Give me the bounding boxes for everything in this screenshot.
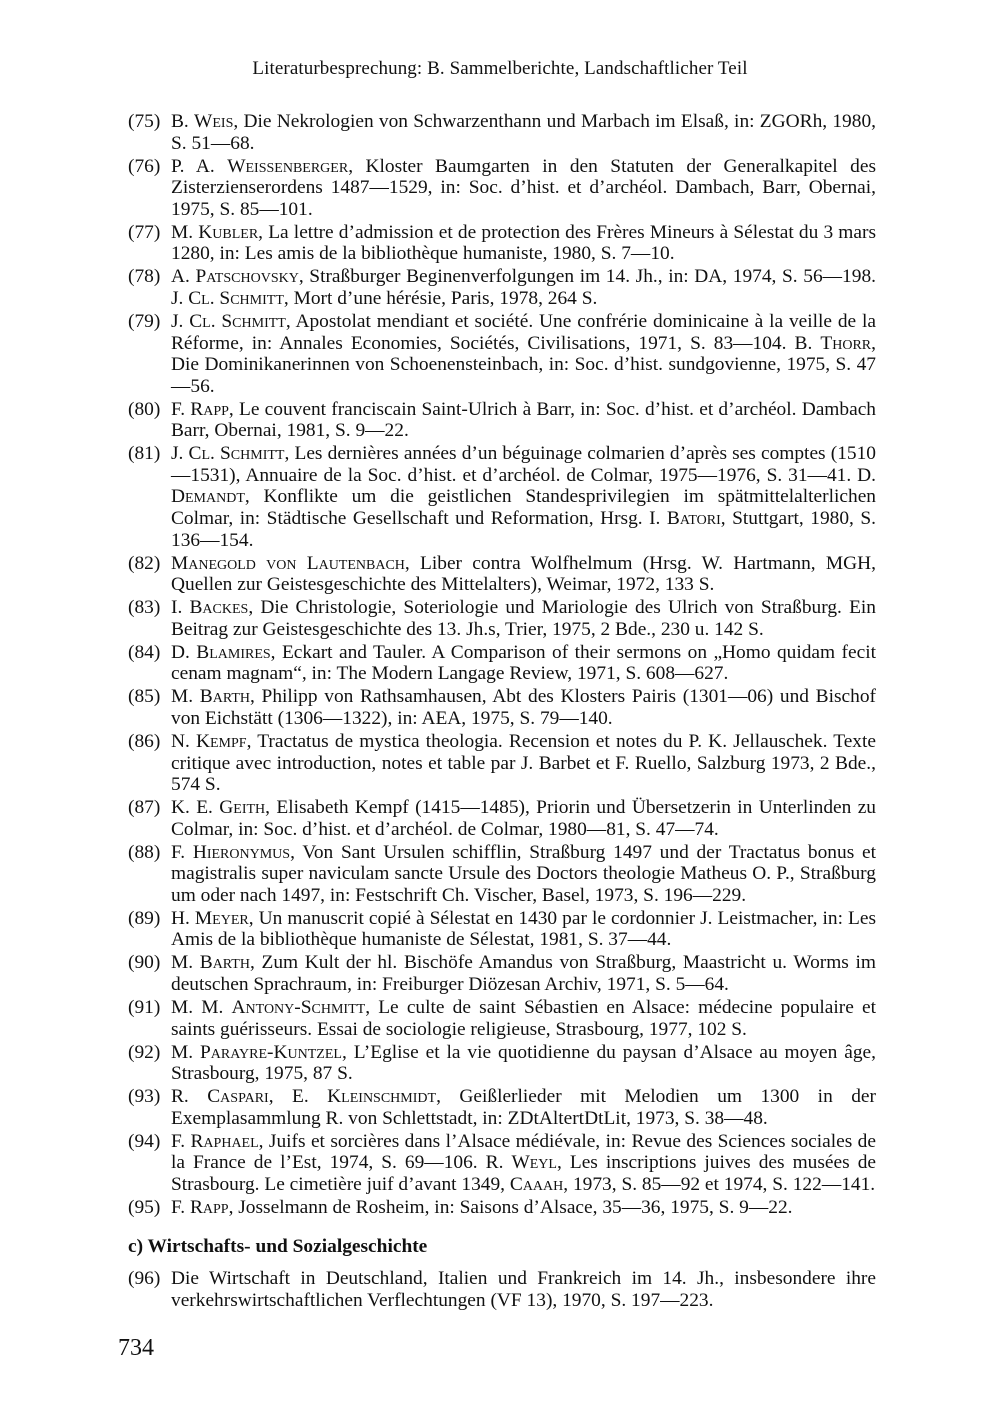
entry-text: M. <box>171 952 200 974</box>
entry-text: , E. <box>268 1086 328 1108</box>
entry-text: , Le culte de saint Sébastien en Alsace: médecine populaire et saints guérisseurs. Essai de sociologie religieuse, Strasbourg, 1977, 102 S. <box>171 997 876 1040</box>
author-name: Barth <box>199 952 250 974</box>
bibliography-entry <box>128 1131 876 1196</box>
entry-number: (89) <box>128 907 161 929</box>
author-name: Backes <box>189 597 249 619</box>
entry-number: (75) <box>128 111 161 132</box>
bibliography-entry <box>128 111 876 154</box>
entry-text: K. E. <box>171 797 220 819</box>
author-name: Weis <box>194 111 234 132</box>
entry-text: J. <box>171 310 190 332</box>
entry-number: (84) <box>128 641 161 663</box>
entry-text: M. <box>171 686 200 708</box>
entry-text: , Geißlerlieder mit Melodien um 1300 in der Exemplasammlung R. von Schlettstadt, in: ZDtAltertDtLit, 1973, S. 38—48. <box>171 1086 876 1129</box>
entry-text: , Philipp von Rathsamhausen, Abt des Klosters Pairis (1301—06) und Bischof von Eichstätt (1306—1322), in: AEA, 1975, S. 79—140. <box>171 686 877 729</box>
author-name: Manegold von Lautenbach <box>171 552 405 574</box>
entry-text: , Kloster Baumgarten in den Statuten der Generalkapitel des Zisterzienserordens 1487—1529, in: Soc. d’hist. et d’archéol. Dambach, Barr, Obernai, 1975, S. 85—101. <box>171 155 876 220</box>
author-name: Patschovsky <box>195 266 299 288</box>
author-name: Antony-Schmitt <box>231 997 366 1018</box>
author-name: Cl. Schmitt <box>188 287 284 309</box>
bibliography-entry <box>128 1042 876 1085</box>
bibliography-entry <box>128 156 876 221</box>
entry-text: , Apostolat mendiant et société. Une confrérie dominicaine à la veille de la Réforme, in: Annales Economies, Sociétés, Civilisations, 1971, S. 83—104. B. <box>171 310 876 354</box>
entry-text: I. <box>171 597 190 619</box>
entry-number: (81) <box>128 443 161 465</box>
entry-number: (80) <box>128 398 161 420</box>
author-name: Weyl <box>511 1152 557 1174</box>
author-name: Barth <box>199 686 250 708</box>
page-number: 734 <box>118 1335 154 1361</box>
entry-text: , Konflikte um die geistlichen Standesprivilegien im spätmittelalterlichen Colmar, in: Städtische Gesellschaft und Reformation, Hrsg. I. <box>171 486 876 530</box>
entry-number: (83) <box>128 597 161 619</box>
entry-text: , Les inscriptions juives des musées de Strasbourg. Le cimetière juif d’avant 1349, <box>171 1152 876 1195</box>
entry-number: (95) <box>128 1196 161 1218</box>
entry-number: (82) <box>128 552 161 574</box>
running-header: Literaturbesprechung: B. Sammelberichte, Landschaftlicher Teil <box>252 58 748 79</box>
entry-number: (87) <box>128 797 161 819</box>
entry-number: (79) <box>128 310 161 332</box>
entry-text: , Die Christologie, Soteriologie und Mariologie des Ulrich von Straßburg. Ein Beitrag zur Geistesgeschichte des 13. Jh.s, Trier, 1975, 2 Bde., 230 u. 142 S. <box>171 597 876 640</box>
entry-number: (88) <box>128 841 161 863</box>
author-name: Hieronymus <box>192 841 291 863</box>
author-name: Batori <box>666 508 721 530</box>
entry-text: B. <box>171 111 195 132</box>
entry-number: (86) <box>128 730 161 752</box>
author-name: Geith <box>219 797 266 819</box>
entry-text: M. M. <box>171 997 232 1018</box>
entry-text: , Tractatus de mystica theologia. Recension et notes du P. K. Jellauschek. Texte critique avec introduction, notes et table par J. Barbet et F. Ruello, Salzburg 1973, 2 Bde., 574 S. <box>171 730 876 796</box>
entry-text: F. <box>171 1196 190 1218</box>
bibliography-entry <box>128 1086 876 1129</box>
bibliography-entry <box>128 797 876 840</box>
entry-text: M. <box>171 221 199 243</box>
entry-text: , Josselmann de Rosheim, in: Saisons d’Alsace, 35—36, 1975, S. 9—22. <box>228 1196 793 1218</box>
author-name: Kleinschmidt <box>327 1086 437 1108</box>
entry-text: , Le couvent franciscain Saint-Ulrich à Barr, in: Soc. d’hist. et d’archéol. Dambach Barr, Obernai, 1981, S. 9—22. <box>171 398 876 442</box>
bibliography-entry <box>128 553 876 596</box>
author-name: Caspari <box>207 1086 269 1108</box>
author-name: Rapp <box>189 1196 229 1218</box>
entry-text: , Stuttgart, 1980, S. 136—154. <box>171 508 876 551</box>
bibliography-entry <box>128 642 876 685</box>
bibliography-entry <box>128 443 876 551</box>
author-name: Raphael <box>190 1130 259 1152</box>
author-name: Meyer <box>194 907 249 929</box>
author-name: Cl. Schmitt <box>189 310 286 332</box>
author-name: Parayre-Kuntzel <box>200 1041 342 1063</box>
entry-number: (94) <box>128 1130 161 1152</box>
entry-text: N. <box>171 730 196 752</box>
entry-text: , Straßburger Beginenverfolgungen im 14. Jh., in: DA, 1974, S. 56—198. J. <box>171 266 876 309</box>
entry-text: , Von Sant Ursulen schifflin, Straßburg 1497 und der Tractatus bonus et magistralis super naviculam sancte Ursule des Doctors theologie Matheus O. P., Straßburg um oder nach 1497, in: Festschrift Ch. Vischer, Basel, 1973, S. 196—229. <box>171 841 876 906</box>
entry-text: , Liber contra Wolfhelmum (Hrsg. W. Hartmann, MGH, Quellen zur Geistesgeschichte des Mittelalters), Weimar, 1972, 133 S. <box>171 552 876 596</box>
bibliography-entry <box>128 597 876 640</box>
entry-number: (90) <box>128 952 161 974</box>
author-name: Caaah <box>509 1173 564 1195</box>
author-name: Demandt <box>171 486 245 508</box>
bibliography-entry <box>128 842 876 907</box>
entry-number: (77) <box>128 221 161 243</box>
entry-text: , Elisabeth Kempf (1415—1485), Priorin und Übersetzerin in Unterlinden zu Colmar, in: Soc. d’hist. et d’archéol. de Colmar, 1980—81, S. 47—74. <box>171 797 876 840</box>
bibliography-entry <box>128 952 876 995</box>
entry-number: (78) <box>128 266 161 288</box>
entry-text: F. <box>171 398 191 420</box>
entry-text: R. <box>171 1086 208 1108</box>
entry-text: F. <box>171 841 193 863</box>
entry-text: , La lettre d’admission et de protection des Frères Mineurs à Sélestat du 3 mars 1280, in: Les amis de la bibliothèque humaniste, 1980, S. 7—10. <box>171 221 876 265</box>
author-name: Rapp <box>190 398 229 420</box>
bibliography-entry <box>128 222 876 265</box>
entry-number: (92) <box>128 1041 161 1063</box>
entry-text: Die Wirtschaft in Deutschland, Italien und Frankreich im 14. Jh., insbesondere ihre verkehrswirtschaftlichen Verflechtungen (VF 13), 1970, S. 197—223. <box>171 1268 876 1311</box>
entry-text: , Les dernières années d’un béguinage colmarien d’après ses comptes (1510—1531), Annuaire de la Soc. d’hist. et d’archéol. de Colmar, 1975—1976, S. 31—41. D. <box>171 443 876 486</box>
bibliography-entry <box>128 686 876 729</box>
entry-text: , Juifs et sorcières dans l’Alsace médiévale, in: Revue des Sciences sociales de la France de l’Est, 1974, S. 69—106. R. <box>171 1130 876 1174</box>
entry-text: , Un manuscrit copié à Sélestat en 1430 par le cordonnier J. Leistmacher, in: Les Amis de la bibliothèque humaniste de Sélestat, 1981, S. 37—44. <box>171 907 877 951</box>
entry-number: (91) <box>128 997 161 1018</box>
entry-text: , Zum Kult der hl. Bischöfe Amandus von Straßburg, Maastricht u. Worms im deutschen Sprachraum, in: Freiburger Diözesan Archiv, 1971, S. 5—64. <box>171 952 876 996</box>
section-bibliography-list <box>128 1268 876 1313</box>
author-name: Blamires <box>196 641 271 663</box>
bibliography-entry <box>128 997 876 1040</box>
entry-text: , Mort d’une hérésie, Paris, 1978, 264 S. <box>283 287 598 309</box>
author-name: Kubler <box>198 221 259 243</box>
entry-text: F. <box>171 1130 191 1152</box>
entry-number: (85) <box>128 686 161 708</box>
entry-text: P. A. <box>171 155 228 177</box>
bibliography-entry <box>128 1268 876 1311</box>
section-heading: c) Wirtschafts- und Sozialgeschichte <box>128 1236 428 1257</box>
author-name: Weissenberger <box>227 155 349 177</box>
entry-number: (76) <box>128 155 161 177</box>
entry-text: H. <box>171 907 195 929</box>
author-name: Cl. Schmitt <box>188 443 285 465</box>
entry-number: (96) <box>128 1268 161 1289</box>
bibliography-list <box>128 111 876 1220</box>
entry-text: M. <box>171 1041 200 1063</box>
author-name: Kempf <box>196 730 247 752</box>
bibliography-entry <box>128 399 876 442</box>
entry-text: D. <box>171 641 197 663</box>
bibliography-entry <box>128 1197 876 1219</box>
entry-text: , L’Eglise et la vie quotidienne du paysan d’Alsace au moyen âge, Strasbourg, 1975, 87 S. <box>171 1041 876 1085</box>
entry-text: J. <box>171 443 189 465</box>
entry-text: , Eckart and Tauler. A Comparison of their sermons on „Homo quidam fecit cenam magnam“, in: The Modern Langage Review, 1971, S. 608—627. <box>171 641 876 685</box>
entry-text: A. <box>171 266 196 288</box>
bibliography-entry <box>128 266 876 309</box>
bibliography-entry <box>128 311 876 397</box>
bibliography-entry <box>128 731 876 796</box>
author-name: Thorr <box>820 332 872 354</box>
entry-text: , 1973, S. 85—92 et 1974, S. 122—141. <box>563 1173 876 1195</box>
bibliography-entry <box>128 908 876 951</box>
entry-number: (93) <box>128 1086 161 1108</box>
entry-text: , Die Nekrologien von Schwarzenthann und Marbach im Elsaß, in: ZGORh, 1980, S. 51—68. <box>171 111 876 154</box>
entry-text: , Die Dominikanerinnen von Schoenensteinbach, in: Soc. d’hist. sundgovienne, 1975, S. 47—56. <box>171 332 876 397</box>
